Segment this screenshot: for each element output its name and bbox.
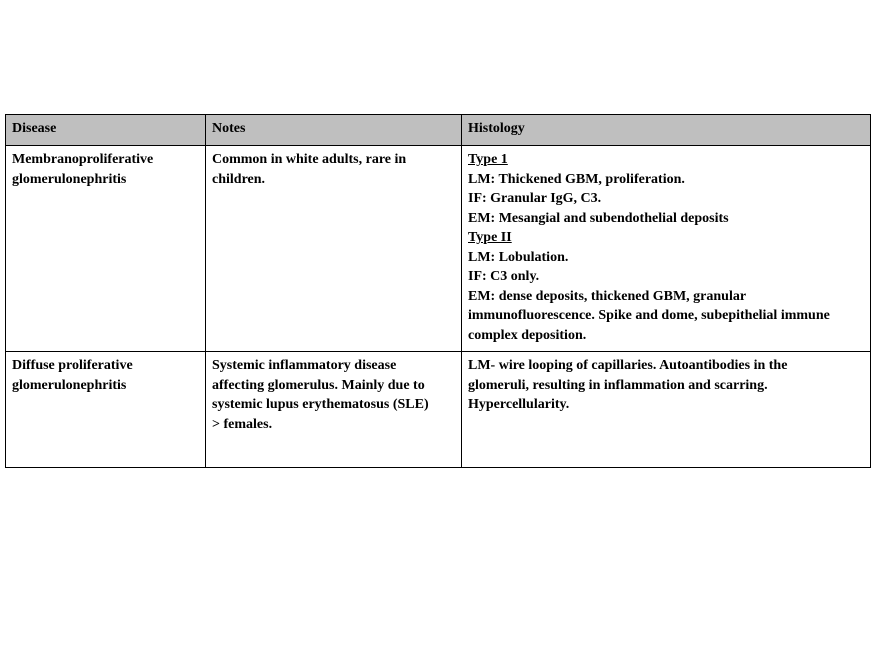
histology-cell [462,146,871,352]
notes-line: systemic lupus erythematosus (SLE) [212,397,429,412]
disease-line: glomerulonephritis [12,377,127,393]
type1-heading: Type 1 [468,152,508,167]
notes-line: children. [212,171,266,187]
histology-line: complex deposition. [468,327,587,343]
disease-line: glomerulonephritis [12,171,127,187]
notes-cell [206,352,462,468]
disease-line: Membranoproliferative [12,152,154,167]
histology-line: IF: C3 only. [468,269,540,284]
disease-table [5,114,871,468]
type2-heading: Type II [468,230,512,245]
notes-line: affecting glomerulus. Mainly due to [212,377,425,393]
header-row [6,115,871,146]
histology-line: immunofluorescence. Spike and dome, subepithelial immune [468,308,830,323]
table-row [6,352,871,468]
histology-line: IF: Granular IgG, C3. [468,191,602,206]
histology-line: EM: Mesangial and subendothelial deposits [468,210,729,226]
histology-line: Hypercellularity. [468,397,570,412]
table-row [6,146,871,352]
histology-cell [462,352,871,468]
notes-cell [206,146,462,352]
disease-cell [6,146,206,352]
histology-line: LM: Thickened GBM, proliferation. [468,171,685,187]
disease-cell [6,352,206,468]
histology-line: LM- wire looping of capillaries. Autoantibodies in the [468,358,788,373]
histology-line: LM: Lobulation. [468,249,569,265]
header-notes: Notes [206,115,462,146]
histology-line: EM: dense deposits, thickened GBM, granular [468,288,747,304]
notes-line: Systemic inflammatory disease [212,358,397,373]
disease-line: Diffuse proliferative [12,358,133,373]
table-header [6,115,871,146]
histology-line: glomeruli, resulting in inflammation and scarring. [468,377,768,393]
header-disease: Disease [6,115,206,146]
header-histology: Histology [462,115,871,146]
notes-line: > females. [212,416,273,432]
notes-line: Common in white adults, rare in [212,152,407,167]
